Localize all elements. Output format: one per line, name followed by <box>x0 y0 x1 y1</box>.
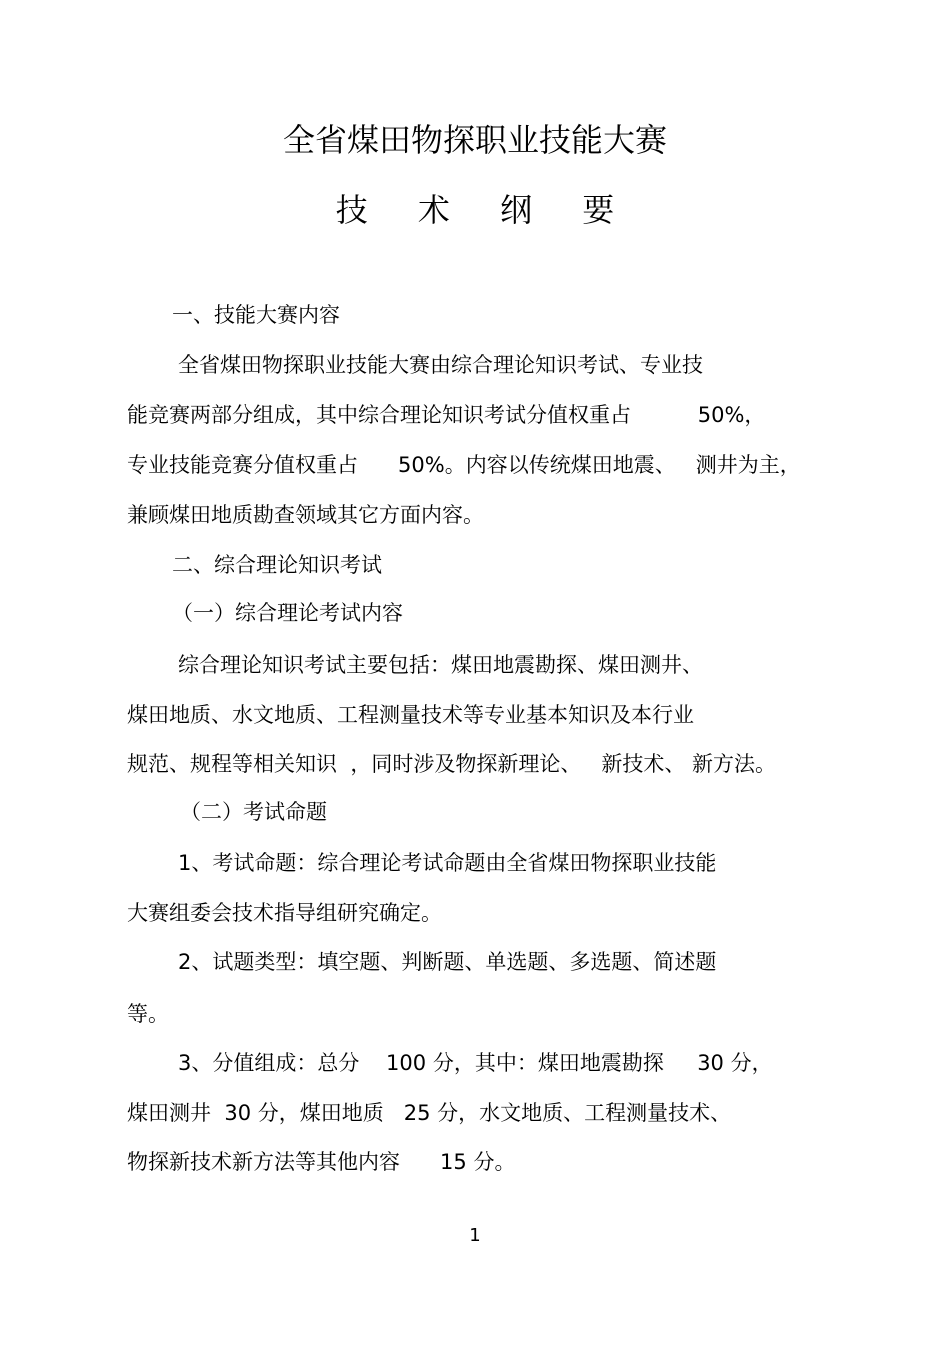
list-item-1: 1、考试命题：综合理论考试命题由全省煤田物探职业技能 <box>178 851 717 875</box>
paragraph-line: 兼顾煤田地质勘查领域其它方面内容。 <box>127 503 484 527</box>
paragraph-line: 煤田地质、水文地质、工程测量技术等专业基本知识及本行业 <box>127 703 694 727</box>
document-title: 全省煤田物探职业技能大赛 <box>282 121 667 159</box>
list-item-2: 2、试题类型：填空题、判断题、单选题、多选题、简述题 <box>178 950 717 974</box>
paragraph-line: 能竞赛两部分组成，其中综合理论知识考试分值权重占 50%， <box>127 403 766 427</box>
paragraph-line: 综合理论知识考试主要包括：煤田地震勘探、煤田测井、 <box>178 653 703 677</box>
section-heading-1: 一、技能大赛内容 <box>172 303 340 327</box>
section-heading-2: 二、综合理论知识考试 <box>172 553 382 577</box>
paragraph-line: 大赛组委会技术指导组研究确定。 <box>127 901 442 925</box>
paragraph-line: 等。 <box>127 1002 169 1026</box>
subsection-heading-1: （一）综合理论考试内容 <box>172 601 403 625</box>
paragraph-line: 物探新技术新方法等其他内容 15 分。 <box>127 1150 516 1174</box>
page-number: 1 <box>469 1225 481 1246</box>
document-subtitle: 技 术 纲 要 <box>335 191 635 229</box>
paragraph-line: 煤田测井 30 分，煤田地质 25 分，水文地质、工程测量技术、 <box>127 1101 732 1125</box>
subsection-heading-2: （二）考试命题 <box>180 800 327 824</box>
list-item-3: 3、分值组成：总分 100 分，其中：煤田地震勘探 30 分， <box>178 1051 773 1075</box>
paragraph-line: 专业技能竞赛分值权重占 50%。内容以传统煤田地震、 测井为主， <box>127 453 801 477</box>
paragraph-line: 规范、规程等相关知识 ，同时涉及物探新理论、 新技术、 新方法。 <box>127 752 777 776</box>
paragraph-line: 全省煤田物探职业技能大赛由综合理论知识考试、专业技 <box>178 353 703 377</box>
